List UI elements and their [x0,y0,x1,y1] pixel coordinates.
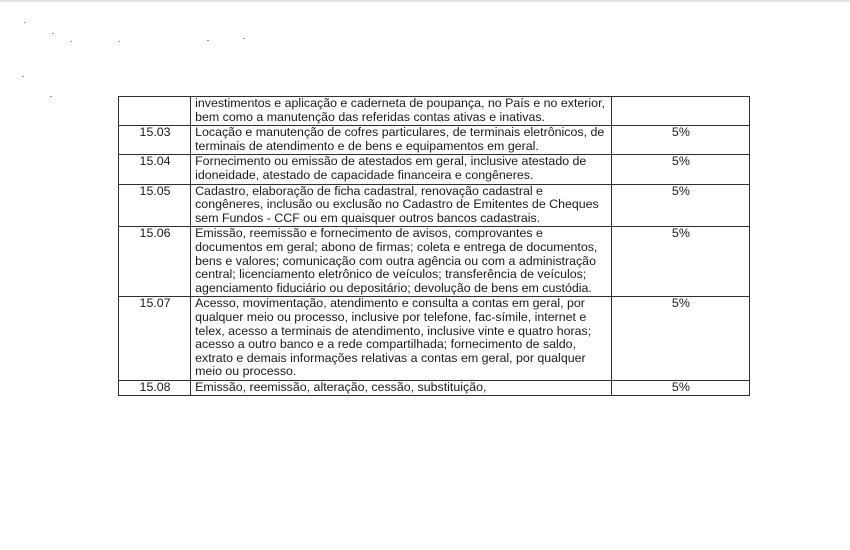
scan-speck [118,41,120,42]
tax-rate: 5% [611,184,749,227]
service-code: 15.08 [119,380,191,396]
tax-rate: 5% [611,380,749,396]
service-code: 15.04 [119,155,191,184]
service-description-text: Emissão, reemissão, alteração, cessão, substituição, [195,380,487,394]
table-row [119,155,750,184]
table-row [119,184,750,227]
service-description [191,380,612,396]
service-description: Locação e manutenção de cofres particulares, de terminais eletrônicos, de terminais de atendimento e de bens e equipamentos em geral. [191,126,612,155]
tax-rate: 5% [611,126,749,155]
tax-rate: 5% [611,155,749,184]
service-description: investimentos e aplicação e caderneta de poupança, no País e no exterior, bem como a manutenção das referidas contas ativas e inativas. [191,97,612,126]
scan-speck [22,76,24,77]
service-tax-table [118,96,750,396]
scan-speck [50,96,52,97]
scan-speck [70,41,72,42]
table-row [119,297,750,381]
tax-rate: 5% [611,227,749,297]
service-code [119,97,191,126]
table-row [119,227,750,297]
table-row [119,380,750,396]
scan-speck [207,40,209,41]
scan-speck [243,38,245,39]
scan-speck [24,22,26,23]
tax-rate [611,97,749,126]
scan-speck [52,33,54,34]
tax-rate: 5% [611,297,749,381]
service-code: 15.06 [119,227,191,297]
scan-top-edge [0,0,850,3]
table-row [119,97,750,126]
service-description: Emissão, reemissão e fornecimento de avisos, comprovantes e documentos em geral; abono de firmas; coleta e entrega de documentos, bens e valores; comunicação com outra agência ou com a administração central; licenciamento eletrônico de veículos; transferência de veículos; agenciamento fiduciário ou depositário; devolução de bens em custódia. [191,227,612,297]
service-code: 15.05 [119,184,191,227]
service-description: Cadastro, elaboração de ficha cadastral, renovação cadastral e congêneres, inclusão ou exclusão no Cadastro de Emitentes de Cheques sem Fundos - CCF ou em quaisquer outros bancos cadastrais. [191,184,612,227]
table-row [119,126,750,155]
service-description: Fornecimento ou emissão de atestados em geral, inclusive atestado de idoneidade, atestado de capacidade financeira e congêneres. [191,155,612,184]
service-code: 15.03 [119,126,191,155]
service-description: Acesso, movimentação, atendimento e consulta a contas em geral, por qualquer meio ou processo, inclusive por telefone, fac-símile, internet e telex, acesso a terminais de atendimento, inclusive vinte e quatro horas; acesso a outro banco e a rede compartilhada; fornecimento de saldo, extrato e demais informações relativas a contas em geral, por qualquer meio ou processo. [191,297,612,381]
service-code: 15.07 [119,297,191,381]
